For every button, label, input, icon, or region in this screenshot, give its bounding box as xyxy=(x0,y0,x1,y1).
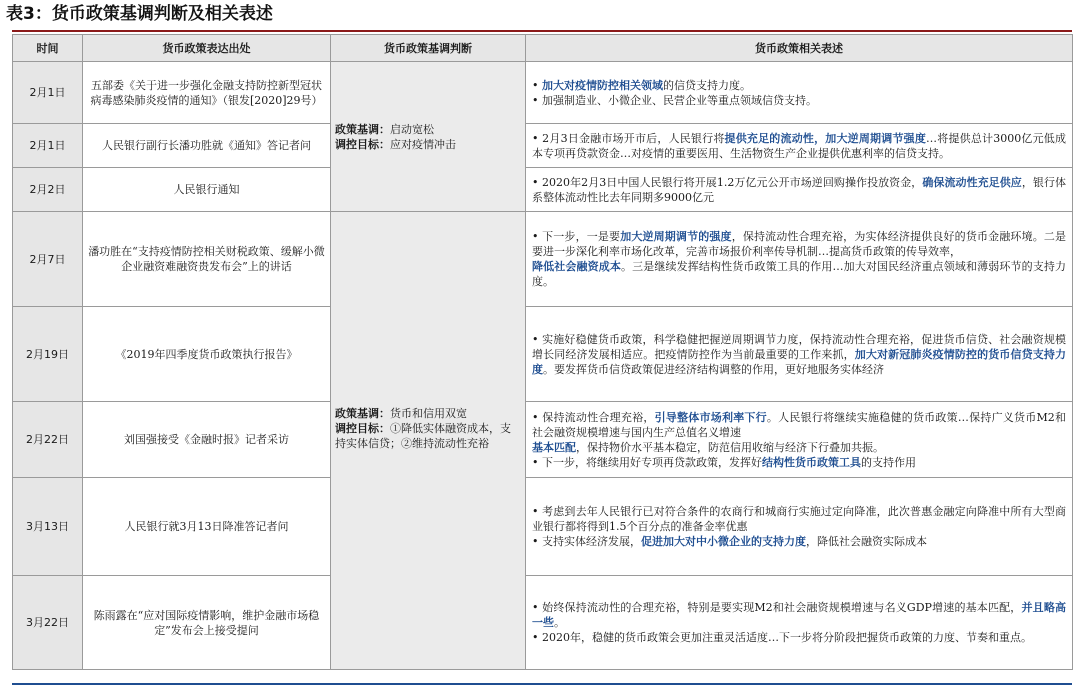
table-row xyxy=(13,168,1073,212)
table-row xyxy=(13,576,1073,670)
highlight-text: 促进加大对中小微企业的支持力度 xyxy=(640,535,806,548)
description-paragraph xyxy=(532,504,1066,534)
highlight-text: 引导整体市场利率下行 xyxy=(654,410,767,424)
plain-text: • 保持流动性合理充裕， xyxy=(532,410,655,424)
row-date: 3月22日 xyxy=(13,576,83,670)
highlight-text: 结构性货币政策工具 xyxy=(761,455,861,469)
highlight-text: 加大逆周期调节的强度 xyxy=(620,230,732,243)
row-description xyxy=(526,62,1073,124)
row-date: 2月7日 xyxy=(13,212,83,307)
plain-text: ，保持物价水平基本稳定，防范信用收缩与经济下行叠加共振。 xyxy=(576,440,884,454)
highlight-text: 基本匹配 xyxy=(532,440,576,454)
plain-text: • 2月3日金融市场开市后，人民银行将 xyxy=(532,131,725,145)
table-row xyxy=(13,62,1073,124)
plain-text: • 支持实体经济发展， xyxy=(532,535,641,548)
judgment-target-value: 应对疫情冲击 xyxy=(390,137,456,151)
description-paragraph xyxy=(532,259,1066,289)
judgment-tone-label: 政策基调： xyxy=(335,122,390,136)
description-paragraph xyxy=(532,455,1066,470)
description-paragraph xyxy=(532,600,1066,630)
plain-text: 。人民银行将继续实施稳健的货币政策…保持广义货币M2和社会融资规模增速与国内生产总值名义增速 xyxy=(532,410,1067,439)
row-date: 2月1日 xyxy=(13,62,83,124)
plain-text: 。 xyxy=(554,616,565,629)
highlight-text: 确保流动性充足供应 xyxy=(922,175,1022,189)
description-paragraph xyxy=(532,332,1066,377)
table-row xyxy=(13,124,1073,168)
description-paragraph xyxy=(532,440,1066,455)
plain-text: • 加强制造业、小微企业、民营企业等重点领域信贷支持。 xyxy=(532,93,817,107)
highlight-text: 加大对新冠肺炎疫情防控的货币信贷支持力度 xyxy=(532,347,1066,376)
plain-text: • 2020年2月3日中国人民银行将开展1.2万亿元公开市场逆回购操作投放资金， xyxy=(532,175,923,189)
plain-text: 。三是继续发挥结构性货币政策工具的作用…加大对国民经济重点领域和薄弱环节的支持力度。 xyxy=(532,260,1067,288)
row-source: 人民银行通知 xyxy=(83,168,331,212)
header-judgment: 货币政策基调判断 xyxy=(331,35,526,62)
judgment-target-value: ①降低实体融资成本，支持实体信贷；②维持流动性充裕 xyxy=(335,422,511,450)
description-paragraph xyxy=(532,131,1066,161)
plain-text: 的信贷支持力度。 xyxy=(663,78,751,92)
row-date: 2月2日 xyxy=(13,168,83,212)
plain-text: • 实施好稳健货币政策，科学稳健把握逆周期调节力度，保持流动性合理充裕，促进货币信贷、社会融资规模增长同经济发展相适应。把疫情防控作为当前最重要的工作来抓， xyxy=(532,332,1066,361)
plain-text: • 始终保持流动性的合理充裕，特别是要实现M2和社会融资规模增速与名义GDP增速的基本匹配， xyxy=(532,601,1022,614)
policy-judgment xyxy=(331,62,526,212)
row-source: 陈雨露在“应对国际疫情影响，维护金融市场稳定”发布会上接受提问 xyxy=(83,576,331,670)
plain-text: • 下一步，将继续用好专项再贷款政策，发挥好 xyxy=(532,455,762,469)
row-source: 刘国强接受《金融时报》记者采访 xyxy=(83,402,331,478)
judgment-target-label: 调控目标： xyxy=(335,422,390,435)
description-paragraph xyxy=(532,534,1066,549)
highlight-text: 加大对疫情防控相关领域 xyxy=(542,78,663,92)
row-description xyxy=(526,478,1073,576)
header-description: 货币政策相关表述 xyxy=(526,35,1073,62)
plain-text: • 下一步，一是要 xyxy=(532,230,621,243)
description-paragraph xyxy=(532,93,1066,108)
table-row xyxy=(13,307,1073,402)
description-paragraph xyxy=(532,410,1066,440)
description-paragraph xyxy=(532,78,1066,93)
title-rule xyxy=(12,30,1072,32)
row-description xyxy=(526,576,1073,670)
plain-text: • xyxy=(532,78,542,92)
description-paragraph xyxy=(532,175,1066,205)
header-source: 货币政策表达出处 xyxy=(83,35,331,62)
row-source: 人民银行就3月13日降准答记者问 xyxy=(83,478,331,576)
description-paragraph xyxy=(532,229,1066,259)
row-source: 《2019年四季度货币政策执行报告》 xyxy=(83,307,331,402)
row-description xyxy=(526,124,1073,168)
table-row xyxy=(13,402,1073,478)
highlight-text: 并且略高一些 xyxy=(532,601,1066,629)
highlight-text: 降低社会融资成本 xyxy=(532,260,622,273)
plain-text: ，银行体系整体流动性比去年同期多9000亿元 xyxy=(532,175,1067,204)
header-row xyxy=(13,35,1073,62)
row-date: 2月1日 xyxy=(13,124,83,168)
row-description xyxy=(526,307,1073,402)
row-source: 潘功胜在“支持疫情防控相关财税政策、缓解小微企业融资难融资贵发布会”上的讲话 xyxy=(83,212,331,307)
table-row xyxy=(13,478,1073,576)
policy-table xyxy=(12,34,1073,670)
plain-text: 。要发挥货币信贷政策促进经济结构调整的作用，更好地服务实体经济 xyxy=(543,362,884,376)
plain-text: ，降低社会融资实际成本 xyxy=(805,535,927,548)
table-title: 表3：货币政策基调判断及相关表述 xyxy=(6,4,273,24)
row-date: 2月19日 xyxy=(13,307,83,402)
judgment-target-label: 调控目标： xyxy=(335,137,390,151)
row-source: 人民银行副行长潘功胜就《通知》答记者问 xyxy=(83,124,331,168)
row-description xyxy=(526,212,1073,307)
plain-text: 的支持作用 xyxy=(860,455,916,469)
row-source: 五部委《关于进一步强化金融支持防控新型冠状病毒感染肺炎疫情的通知》（银发[2020]29号） xyxy=(83,62,331,124)
row-date: 2月22日 xyxy=(13,402,83,478)
plain-text: • 2020年，稳健的货币政策会更加注重灵活适度…下一步将分阶段把握货币政策的力度、节奏和重点。 xyxy=(532,631,1032,644)
row-description xyxy=(526,168,1073,212)
judgment-tone-value: 启动宽松 xyxy=(390,122,434,136)
row-date: 3月13日 xyxy=(13,478,83,576)
plain-text: ，保持流动性合理充裕，为实体经济提供良好的货币金融环境。二是要进一步深化利率市场化改革，完善市场报价利率传导机制…提高货币政策的传导效率， xyxy=(532,230,1067,258)
policy-judgment xyxy=(331,212,526,670)
description-paragraph xyxy=(532,630,1066,645)
table-row xyxy=(13,212,1073,307)
judgment-tone-value: 货币和信用双宽 xyxy=(390,407,467,420)
highlight-text: 提供充足的流动性，加大逆周期调节强度 xyxy=(724,131,927,145)
header-time: 时间 xyxy=(13,35,83,62)
plain-text: • 考虑到去年人民银行已对符合条件的农商行和城商行实施过定向降准，此次普惠金融定向降准中所有大型商业银行都将得到1.5个百分点的准备金率优惠 xyxy=(532,505,1066,533)
row-description xyxy=(526,402,1073,478)
plain-text: …将提供总计3000亿元低成本专项再贷款资金…对疫情的重要医用、生活物资生产企业提供优惠利率的信贷支持。 xyxy=(532,131,1067,160)
judgment-tone-label: 政策基调： xyxy=(335,407,390,420)
